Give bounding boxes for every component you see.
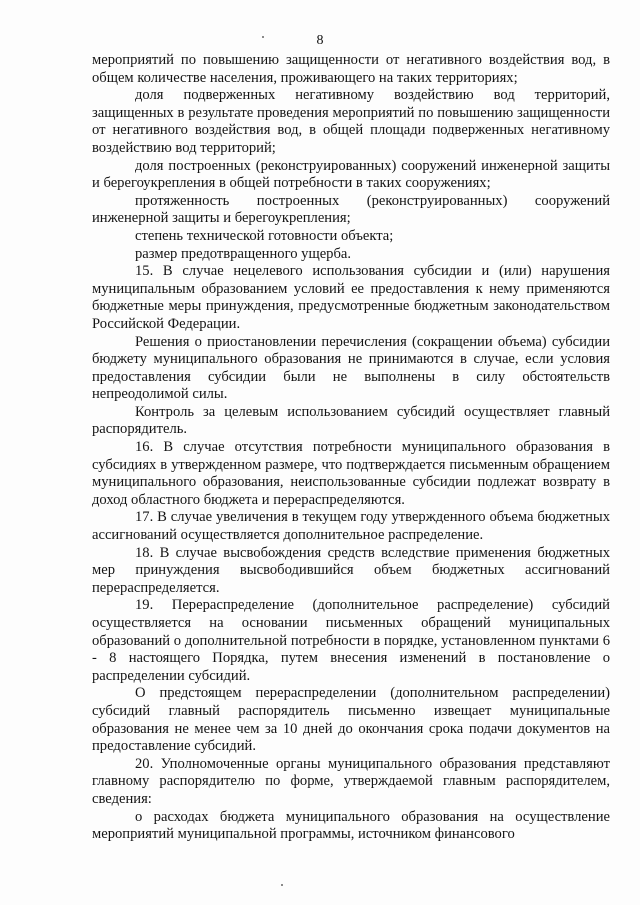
- paragraph-clause-20: 20. Уполномоченные органы муниципального образования представляют главному распорядителю по форме, утверждаемой главным распорядителем, сведения:: [92, 755, 610, 807]
- paragraph-indicator-flooded-area: доля подверженных негативному воздействию вод территорий, защищенных в результате проведения мероприятий по повышению защищенности от негативного воздействия вод, в общей площади подверженных негативному воздействию вод территорий;: [92, 87, 610, 156]
- paragraph-indicator-structures-share: доля построенных (реконструированных) сооружений инженерной защиты и берегоукрепления в общей потребности в таких сооружениях;: [92, 157, 610, 192]
- paragraph-clause-16: 16. В случае отсутствия потребности муниципального образования в субсидиях в утвержденном размере, что подтверждается письменным обращением муниципального образования, неиспользованные субсидии подлежат возврату в доход областного бюджета и перераспределяются.: [92, 439, 610, 508]
- paragraph-indicator-readiness: степень технической готовности объекта;: [135, 227, 394, 244]
- paragraph-control: Контроль за целевым использованием субсидий осуществляет главный распорядитель.: [92, 403, 610, 438]
- page-number: 8: [316, 33, 324, 48]
- paragraph-indicator-damage: размер предотвращенного ущерба.: [135, 245, 352, 262]
- paragraph-expenses-info: о расходах бюджета муниципального образования на осуществление мероприятий муниципальной программы, источником финансового: [92, 808, 610, 843]
- paragraph-clause-18: 18. В случае высвобождения средств вследствие применения бюджетных мер принуждения высвободившийся объем бюджетных ассигнований перераспределяется.: [92, 544, 610, 596]
- document-body: [92, 52, 610, 844]
- scan-speck: [281, 884, 283, 886]
- paragraph-clause-19: 19. Перераспределение (дополнительное распределение) субсидий осуществляется на основании письменных обращений муниципальных образований о дополнительной потребности в порядке, установленном пунктами 6 - 8 настоящего Порядка, путем внесения изменений в постановление о распределении субсидий.: [92, 597, 610, 684]
- paragraph-suspension: Решения о приостановлении перечисления (сокращении объема) субсидии бюджету муниципального образования не принимаются в случае, если условия предоставления субсидии были не выполнены в силу обстоятельств непреодолимой силы.: [92, 333, 610, 403]
- paragraph-indicator-length: протяженность построенных (реконструированных) сооружений инженерной защиты и берегоукрепления;: [92, 192, 610, 227]
- paragraph-continuation: мероприятий по повышению защищенности от негативного воздействия вод, в общем количестве населения, проживающего на таких территориях;: [92, 52, 610, 86]
- paragraph-clause-15: 15. В случае нецелевого использования субсидии и (или) нарушения муниципальным образованием условий ее предоставления к нему применяются бюджетные меры принуждения, предусмотренные бюджетным законодательством Российской Федерации.: [92, 263, 610, 332]
- scan-speck: [262, 36, 264, 38]
- paragraph-clause-17: 17. В случае увеличения в текущем году утвержденного объема бюджетных ассигнований осуществляется дополнительное распределение.: [92, 509, 610, 544]
- paragraph-notification: О предстоящем перераспределении (дополнительном распределении) субсидий главный распорядитель письменно извещает муниципальные образования не менее чем за 10 дней до окончания срока подачи документов на предоставление субсидий.: [92, 685, 610, 755]
